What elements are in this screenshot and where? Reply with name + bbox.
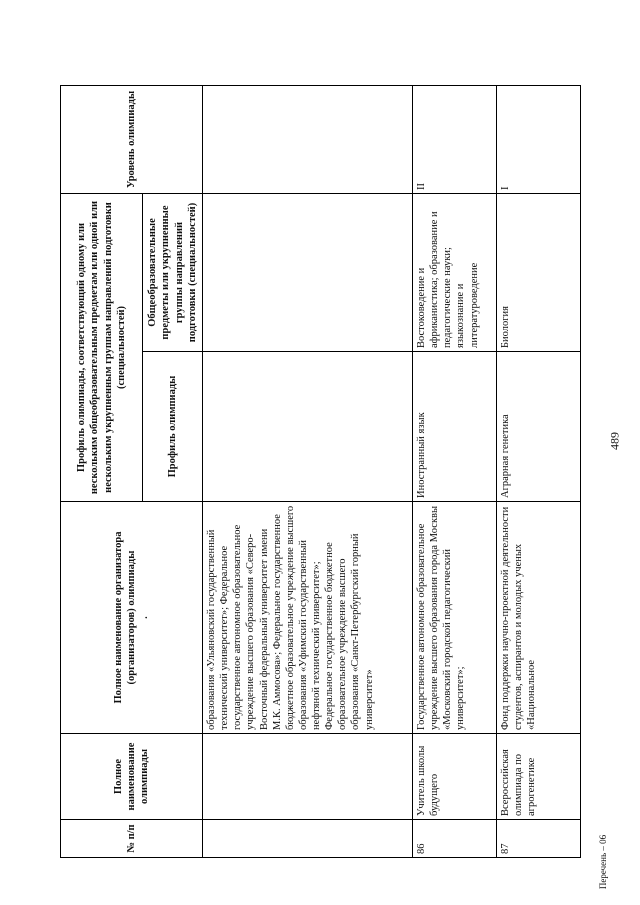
cell-organizer: образования «Ульяновский государственный технический университет»; Федеральное государственное автономное образовательное учреждение высшего образования «Северо-Восточный федеральный университет имени М.К. Аммосова»; Федеральное государственное бюджетное образовательное учреждение высшего образования «Уфимский государственный нефтяной технический университет»; Федеральное государственное бюджетное образовательное учреждение высшего образования «Санкт-Петербургский горный университет» xyxy=(203,502,413,734)
table-row xyxy=(413,86,497,858)
header-profile-group: Профиль олимпиады, соответствующий одному или нескольким общеобразовательным предметам или одной или нескольким укрупненным группам направлений подготовки (специальностей) xyxy=(61,194,143,502)
cell-organizer: Государственное автономное образовательное учреждение высшего образования города Москвы «Московский городской педагогический университет»; xyxy=(413,502,497,734)
cell-name xyxy=(203,734,413,820)
rotated-table-container xyxy=(60,86,580,858)
olympiad-table xyxy=(60,85,581,858)
header-full-name: Полное наименование олимпиады xyxy=(61,734,203,820)
cell-num xyxy=(203,820,413,858)
cell-level xyxy=(203,86,413,194)
cell-name: Всероссийская олимпиада по агрогенетике xyxy=(497,734,581,820)
cell-profile: Иностранный язык xyxy=(413,352,497,502)
header-level: Уровень олимпиады xyxy=(61,86,203,194)
header-profile: Профиль олимпиады xyxy=(143,352,203,502)
cell-subjects: Востоковедение и африканистика; образование и педагогические науки; языкознание и литературоведение xyxy=(413,194,497,352)
cell-num: 86 xyxy=(413,820,497,858)
header-num: № п/п xyxy=(61,820,203,858)
cell-organizer: Фонд поддержки научно-проектной деятельности студентов, аспирантов и молодых ученых «Национальное xyxy=(497,502,581,734)
header-subjects: Общеобразовательные предметы или укрупненные группы направлений подготовки (специальностей) xyxy=(143,194,203,352)
cell-profile xyxy=(203,352,413,502)
table-row xyxy=(203,86,413,858)
page-number: 489 xyxy=(607,432,622,450)
footer-code: Перечень – 06 xyxy=(598,834,608,890)
table-row xyxy=(497,86,581,858)
cell-level: I xyxy=(497,86,581,194)
header-organizer: Полное наименование организатора (организаторов) олимпиады . xyxy=(61,502,203,734)
cell-profile: Аграрная генетика xyxy=(497,352,581,502)
cell-name: Учитель школы будущего xyxy=(413,734,497,820)
cell-num: 87 xyxy=(497,820,581,858)
cell-subjects xyxy=(203,194,413,352)
cell-level: II xyxy=(413,86,497,194)
cell-subjects: Биология xyxy=(497,194,581,352)
